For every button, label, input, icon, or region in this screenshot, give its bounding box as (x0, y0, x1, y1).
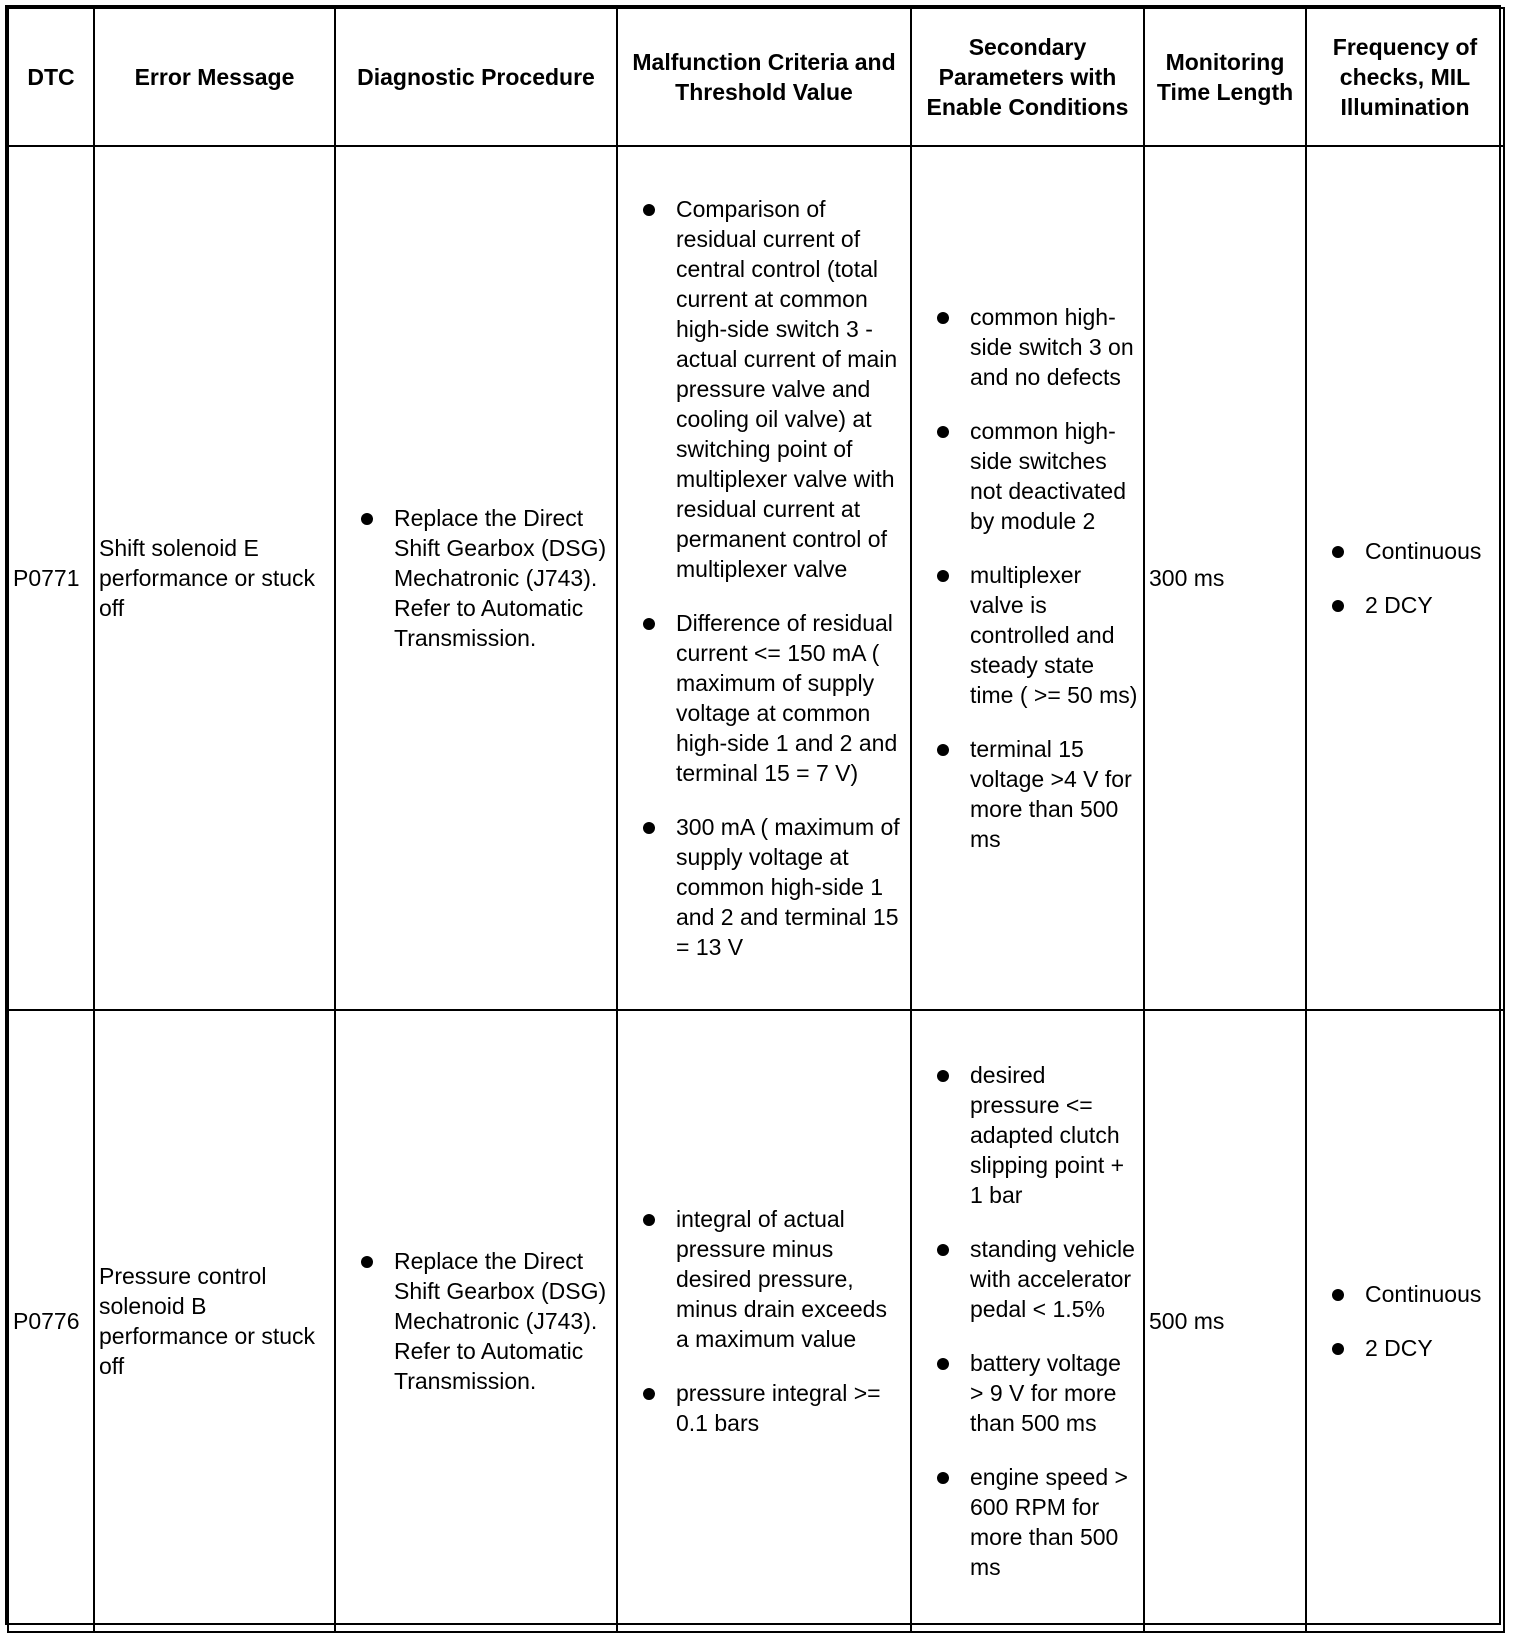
diagnostic-procedure-cell (335, 146, 617, 1010)
monitoring-time: 500 ms (1144, 1010, 1306, 1632)
secondary-parameters-cell (911, 146, 1144, 1010)
list-item (622, 608, 906, 788)
diagnostic-procedure-list (340, 503, 612, 653)
bullet-icon (643, 1214, 655, 1226)
malfunction-criteria-cell (617, 146, 911, 1010)
header-secondary-parameters: Secondary Parameters with Enable Conditions (911, 8, 1144, 146)
list-item (340, 1246, 612, 1396)
header-row (8, 8, 1504, 146)
header-diagnostic-procedure: Diagnostic Procedure (335, 8, 617, 146)
list-item (622, 1204, 906, 1354)
list-item-text: engine speed > 600 RPM for more than 500 ms (970, 1464, 1128, 1580)
bullet-icon (643, 618, 655, 630)
header-malfunction-criteria: Malfunction Criteria and Threshold Value (617, 8, 911, 146)
secondary-parameters-cell (911, 1010, 1144, 1632)
list-item-text: 2 DCY (1365, 1335, 1433, 1361)
bullet-icon (1332, 600, 1344, 612)
secondary-parameters-list (916, 302, 1139, 854)
bullet-icon (937, 312, 949, 324)
error-message: Pressure control solenoid B performance or stuck off (94, 1010, 335, 1632)
bullet-icon (643, 822, 655, 834)
list-item-text: Replace the Direct Shift Gearbox (DSG) Mechatronic (J743). Refer to Automatic Transmission. (394, 1248, 607, 1394)
bullet-icon (361, 513, 373, 525)
list-item-text: multiplexer valve is controlled and steady state time ( >= 50 ms) (970, 562, 1138, 708)
list-item (916, 1462, 1139, 1582)
frequency-cell (1306, 1010, 1504, 1632)
bullet-icon (937, 744, 949, 756)
bullet-icon (937, 1472, 949, 1484)
header-monitoring-time: Monitoring Time Length (1144, 8, 1306, 146)
monitoring-time: 300 ms (1144, 146, 1306, 1010)
dtc-code: P0771 (8, 146, 94, 1010)
list-item (916, 416, 1139, 536)
bullet-icon (1332, 1289, 1344, 1301)
table-row (8, 1010, 1504, 1632)
list-item-text: 2 DCY (1365, 592, 1433, 618)
list-item (340, 503, 612, 653)
error-message: Shift solenoid E performance or stuck off (94, 146, 335, 1010)
list-item (916, 734, 1139, 854)
list-item (622, 194, 906, 584)
list-item-text: Continuous (1365, 1281, 1482, 1307)
bullet-icon (937, 1070, 949, 1082)
list-item (916, 560, 1139, 710)
bullet-icon (937, 426, 949, 438)
list-item-text: integral of actual pressure minus desired pressure, minus drain exceeds a maximum value (676, 1206, 887, 1352)
bullet-icon (1332, 1343, 1344, 1355)
list-item-text: Continuous (1365, 538, 1482, 564)
bullet-icon (937, 1244, 949, 1256)
list-item (916, 1060, 1139, 1210)
list-item (1311, 1333, 1499, 1363)
list-item-text: 300 mA ( maximum of supply voltage at common high-side 1 and 2 and terminal 15 = 13 V (676, 814, 900, 960)
list-item (622, 1378, 906, 1438)
table-row (8, 146, 1504, 1010)
frequency-list (1311, 1279, 1499, 1363)
list-item (1311, 1279, 1499, 1309)
list-item-text: standing vehicle with accelerator pedal < 1.5% (970, 1236, 1135, 1322)
malfunction-criteria-list (622, 194, 906, 962)
list-item (1311, 536, 1499, 566)
list-item (916, 1234, 1139, 1324)
bullet-icon (643, 1388, 655, 1400)
diagnostic-procedure-cell (335, 1010, 617, 1632)
list-item (916, 302, 1139, 392)
list-item-text: battery voltage > 9 V for more than 500 ms (970, 1350, 1121, 1436)
secondary-parameters-list (916, 1060, 1139, 1582)
list-item-text: common high-side switch 3 on and no defects (970, 304, 1134, 390)
bullet-icon (643, 204, 655, 216)
header-dtc: DTC (8, 8, 94, 146)
header-frequency: Frequency of checks, MIL Illumination (1306, 8, 1504, 146)
malfunction-criteria-cell (617, 1010, 911, 1632)
list-item (622, 812, 906, 962)
list-item-text: pressure integral >= 0.1 bars (676, 1380, 881, 1436)
frequency-list (1311, 536, 1499, 620)
dtc-code: P0776 (8, 1010, 94, 1632)
dtc-table (7, 7, 1505, 1633)
list-item (916, 1348, 1139, 1438)
list-item-text: desired pressure <= adapted clutch slipping point + 1 bar (970, 1062, 1125, 1208)
bullet-icon (1332, 546, 1344, 558)
bullet-icon (937, 570, 949, 582)
header-error-message: Error Message (94, 8, 335, 146)
list-item-text: Difference of residual current <= 150 mA ( maximum of supply voltage at common high-side 1 and 2 and terminal 15 = 7 V) (676, 610, 898, 786)
list-item-text: Comparison of residual current of central control (total current at common high-side switch 3 -actual current of main pressure valve and cooling oil valve) at switching point of multiplexer valve with residual current at permanent control of multiplexer valve (676, 196, 898, 582)
list-item-text: Replace the Direct Shift Gearbox (DSG) Mechatronic (J743). Refer to Automatic Transmission. (394, 505, 607, 651)
bullet-icon (937, 1358, 949, 1370)
bullet-icon (361, 1256, 373, 1268)
frequency-cell (1306, 146, 1504, 1010)
list-item (1311, 590, 1499, 620)
list-item-text: terminal 15 voltage >4 V for more than 500 ms (970, 736, 1132, 852)
list-item-text: common high-side switches not deactivated by module 2 (970, 418, 1127, 534)
malfunction-criteria-list (622, 1204, 906, 1438)
diagnostic-procedure-list (340, 1246, 612, 1396)
